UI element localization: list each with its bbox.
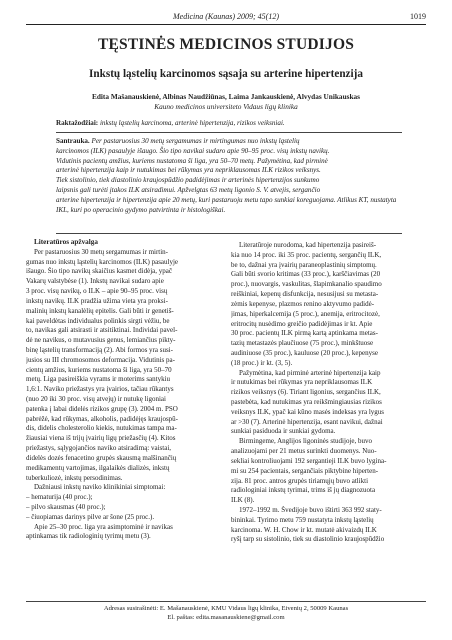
body-line: Dažniausi inkstų naviko klinikiniai simptomai: [34,483,166,492]
body-line: be to, dažnai yra įvairių paraneoplastinių simptomų. [231,260,377,269]
body-line: analizuojami per 21 metus surinkti duomenys. Nuo- [231,447,377,456]
body-line: Literatūroje nurodoma, kad hipertenzija pasireiš- [239,241,377,249]
body-line: Vakarų valstybėse (1). Inkstų navikai sudaro apie [26,277,164,286]
body-line: tuberkuliozė, inkstų persodinimas. [26,473,123,482]
body-line: ILK (8). [231,496,255,505]
body-line: radiologiniai inkstų tyrimai, trims iš jų diagnozuota [231,486,376,495]
body-line: zija. 81 proc. antros grupės tiriamųjų buvo atlikti [231,476,369,485]
body-line: aptinkamas tik radiologinių tyrimų metu (3). [26,532,151,541]
body-line: didelės dozės fenacetino grupės skausmą malšinančių [26,453,177,462]
body-line: Per pastaruosius 30 metų sergamumas ir mirtin- [34,247,169,256]
abstract-line-text: Per pastaruosius 30 metų sergamumas ir mirtingumas nuo inkstų ląstelių [91,137,300,145]
article-title: Inkstų ląstelių karcinomos sąsaja su arterine hipertenzija [89,68,363,80]
body-line: inkstų navikų. ILK pradžia užima vieta yra proksi- [26,296,168,305]
correspondence-email: El. paštas: edita.masanauskiene@gmail.com [167,614,285,621]
keywords [56,119,406,127]
body-line: rizikos veiksnys (6). Tiriant ligonius, sergančius ILK, [231,388,381,397]
abstract-line: laipsnis gali turėti įtakos ILK atsiradimui. Apžvelgtas 63 metų ligonio S. V. atvejis, sergančio [56,185,321,194]
body-line: tazių metastazės plaučiuose (75 proc.), minkštuose [231,339,374,348]
keywords-label: Raktažodžiai: [56,119,99,127]
body-line: priežastys, sąlygojančios naviko atsiradimą: vaistai, [26,444,172,453]
body-line: medikamentų vartojimas, ilgalaikės dializės, inkstų [26,463,170,472]
body-line: – hematurija (40 proc.); [26,493,93,502]
body-line: 3 proc. visų navikų, o ILK – apie 90–95 proc. visų [26,287,168,296]
abstract-line: IKL, kuri po operacinio gydymo patvirtinta ir histologiškai. [56,205,226,214]
section-heading: Literatūros apžvalga [34,238,98,246]
body-line: (18 proc.) ir kt. (3, 5). [231,358,293,367]
body-line: jimas, hiperkalcemija (5 proc.), anemija, eritrocitozė, [231,309,380,318]
body-line: Birmingeme, Anglijos ligoninės studijoje, buvo [239,437,372,446]
body-line: ar >30 (7). Arterinė hipertenzija, esant navikui, dažnai [231,417,383,426]
body-line: pastebėta, kad nutukimas yra reikšmingiausias rizikos [231,398,382,406]
body-line: dis, didelis cholesterolio kiekis, nutukimas tampa ma- [26,424,177,433]
body-line: metų. Liga pasireiškia vyrams ir moterims santykiu [26,375,171,384]
correspondence-address: Adresas susirašinėti: E. Mašanauskienė, KMU Vidaus ligų klinika, Eivenių 2, 50009 Kaunas [103,605,349,612]
body-line: 1,6:1. Naviko priežastys yra įvairios, tačiau rūkantys [26,385,174,394]
body-line: to, navikas gali atsirasti ir atsitiktinai. Individai pavel- [26,326,178,335]
abstract-line: arterinė hipertenzija kaip ir nutukimas bei rūkymas yra nepriklausomas ILK rizikos veiksnys. [56,166,321,175]
body-line: audiniuose (35 proc.), kauluose (20 proc.), kepenyse [231,348,378,357]
right-column [231,241,422,545]
body-line: (nuo 20 iki 30 proc. visų atvejų) ir nutukę ligoniai [26,395,166,403]
page-number: 1019 [410,12,426,21]
body-line: sekliai kontroliuojami 192 sergantieji ILK buvo lygina- [231,456,387,465]
body-line: dė ne navikus, o mutavusius genus, lemiančius pikty- [26,336,176,345]
body-line: pabrėžė, kad rūkymas, alkoholis, padidėjęs kraujospū- [26,414,179,423]
body-line: proc.), nuovargis, vaskulitas, šlapimkanalio spaudimo [231,280,382,289]
body-line: veiksnys ILK, ypač kai kūno masės indeksas yra lygus [231,407,384,416]
body-line: jusios su III chromosomos deformacija. Vidutinis pa- [26,355,175,364]
journal-citation: Medicina (Kaunas) 2009; 45(12) [173,12,279,21]
body-line: malinių inkstų kanalėlių epitelis. Gali būti ir genetiš- [26,306,174,315]
body-line: išaugo. Šio tipo navikų skaičius kasmet didėja, ypač [26,267,173,276]
abstract-line: Vidutinis pacientų amžius, kuriems nustatoma ši liga, yra 50–70 metų. Pažymėtina, kad pirminė [56,156,328,165]
body-line: bininkai. Tyrimo metu 759 nustatyta inkstų ląstelių [231,515,374,524]
body-line: 30 proc. pacientų ILK pirmą kartą aptinkama metas- [231,329,378,338]
abstract-rule [56,233,402,234]
left-column [26,238,217,542]
body-line: žiausiai viena iš trijų įvairių ligų priežasčių (4). Kitos [26,434,176,443]
keywords-text: inkstų ląstelių karcinoma, arterinė hipertenzija, rizikos veiksniai. [99,119,285,127]
body-line: ryšį tarp su sistolinio, tiek su diastolinio kraujospūdžio [231,535,385,544]
body-line: 1972–1992 m. Švedijoje buvo ištirti 363 992 staty- [239,505,382,514]
correspondence-footnote [26,604,426,622]
abstract-line: karcinomos (ILK) pasaulyje išaugo. Šio tipo navikai sudaro apie 90–95 proc. visų inkstų navikų. [56,146,330,155]
abstract-line: Tiek sistolinio, tiek diastolinio kraujospūdžio padidėjimas ir arterinės hipertenzijos sunkumo [56,176,320,185]
footnote-rule [26,601,426,602]
body-line: – pilvo skausmas (40 proc.); [26,502,106,511]
abstract [56,137,402,215]
body-line: patenka į labai didelės rizikos grupę (3). 2004 m. PSO [26,404,178,413]
body-line: reiškiniai, kepenų disfunkcija, nesusijusi su metasta- [231,290,379,299]
abstract-line: arterine hipertenzija ir hipertenzija apie 20 metų, kuri pastaruoju metu tapo sunkiai koreguojama. Atlikus KT, nustatyta [56,195,397,204]
author-list: Edita Mašanauskienė, Albinas Naudžiūnas, Laima Jankauskienė, Alvydas Unikauskas [91,92,361,101]
body-line: – čiuopiamas darinys pilve ar šone (25 proc.). [26,512,155,521]
header-rule [26,24,426,25]
author-affiliation: Kauno medicinos universiteto Vidaus ligų klinika [154,102,298,111]
body-line: zėmis kepenyse, plazmos renino aktyvumo padidė- [231,299,375,308]
body-line: cientų amžius, kuriems nustatoma ši liga, yra 50–70 [26,365,172,374]
body-line: kai paveldėtas individualus polinkis sirgti vėžiu, be [26,316,170,325]
abstract-line [56,137,402,147]
keywords-rule [56,132,402,133]
body-line: gumas nuo inkstų ląstelių karcinomos (ILK) pasaulyje [26,257,179,266]
abstract-label: Santrauka. [56,137,90,145]
body-line: Pažymėtina, kad pirminė arterinė hipertenzija kaip [239,368,381,377]
body-line: kia nuo 14 proc. iki 35 proc. pacientų, sergančių ILK, [231,250,382,259]
body-line: Gali būti svorio kritimas (33 proc.), karščiavimas (20 [231,270,381,279]
body-line: sunkiai pasiduoda ir sunkiai gydoma. [231,427,336,436]
body-line: binę ląstelių transformaciją (2). Abi formos yra susi- [26,345,173,354]
body-line: eritrocitų nusėdimo greičio padidėjimas ir kt. Apie [231,319,373,328]
body-line: karcinoma. W. H. Chow ir kt. mutatė akivaizdų ILK [231,525,377,534]
body-line: mi su 254 pacientais, sergančiais piktybine hiperten- [231,466,379,475]
body-line: ir nutukimas bei rūkymas yra nepriklausomas ILK [231,378,373,387]
section-title: TĘSTINĖS MEDICINOS STUDIJOS [97,36,355,53]
body-line: Apie 25–30 proc. liga yra asimptominė ir navikas [34,522,173,531]
